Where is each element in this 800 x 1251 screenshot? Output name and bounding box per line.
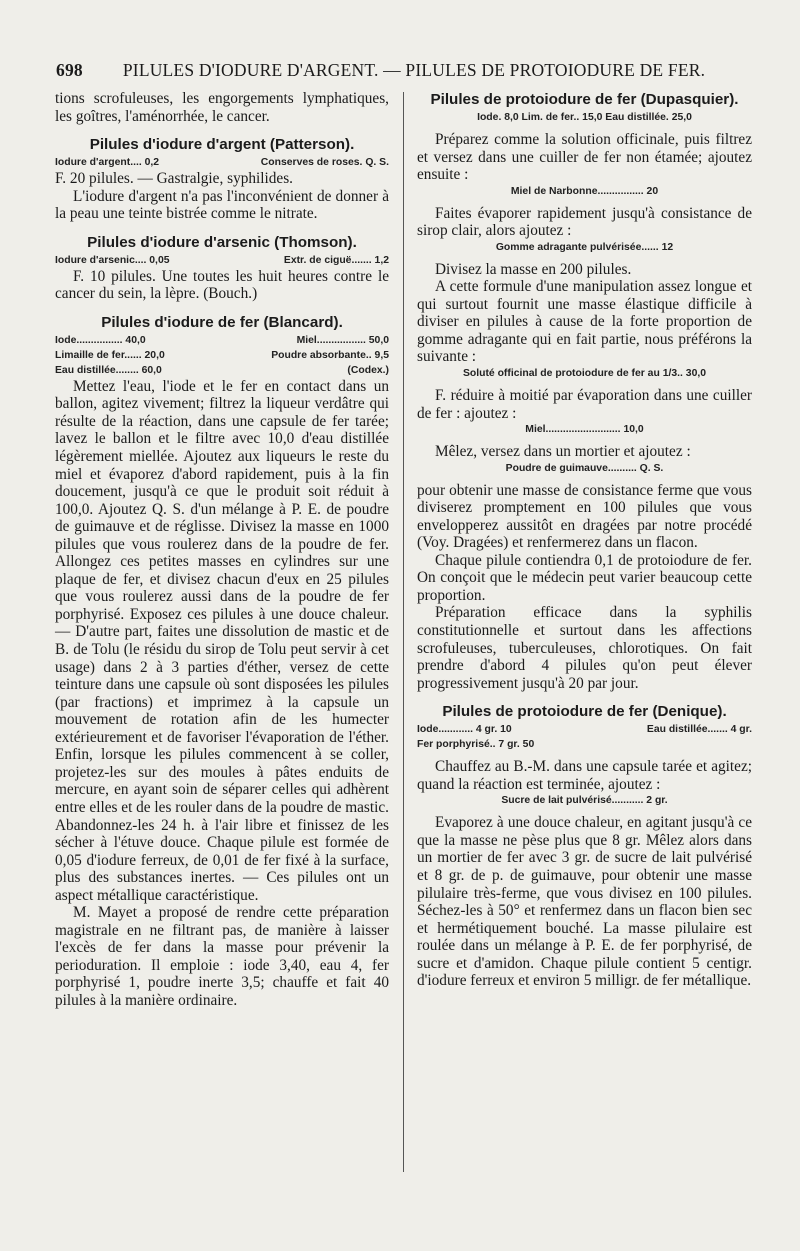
blancard-paragraph: Mettez l'eau, l'iode et le fer en contact dans un ballon, agitez vivement; filtrez la liqueur verdâtre qui résulte de la réaction, dans une capsule de fer tarée; lavez le ballon et le filtre avec 10,0 d'eau distillée légèrement miellée. Ajoutez aux liqueurs le reste du miel et évaporez d'abord rapidement, puis à la fin doucement, jusqu'à ce que le produit soit réduit à 100,0. Ajoutez Q. S. d'un mélange à P. E. de poudre de guimauve et de réglisse. Divisez la masse en 1000 pilules que vous roulerez dans de la poudre de fer. Allongez ces petites masses en cylindres sur une plaque de fer, et divisez chacun d'eux en 25 pilules que vous roulerez aussi dans de la poudre de fer porphyrisé. Exposez ces pilules à une douce chaleur. — D'autre part, faites une dissolution de mastic et de B. de Tolu (le résidu du sirop de Tolu peut servir à cet usage) dans 2 à 3 parties d'éther, versez de cette teinture dans une capsule où sont disposées les pilules (par fractions) et imprimez à la capsule un mouvement de rotation afin de les humecter extérieurement et de favoriser l'évaporation de l'éther. Enfin, lorsque les pilules commencent à se coller, projetez-les sur des moules à pâtes enduits de mercure, en ayant soin de séparer celles qui adhèrent entre elles et de les rouler dans de la poudre de mastic. Abandonnez-les 24 h. à l'air libre et finissez de les sécher à l'étuve douce. Chaque pilule est formée de 0,05 d'iodure ferreux, de 0,01 de fer fixé à la surface, plus des substances inertes. — Ces pilules ont un aspect métallique caractéristique. xyxy=(55,377,389,904)
dupasquier-paragraph: Faites évaporer rapidement jusqu'à consistance de sirop clair, alors ajoutez : xyxy=(417,204,752,240)
column-divider xyxy=(403,92,404,1172)
formula-item: Iode................ 40,0 xyxy=(55,334,146,346)
thomson-paragraph: F. 10 pilules. Une toutes les huit heures contre le cancer du sein, la lèpre. (Bouch.) xyxy=(55,267,389,303)
denique-paragraph: Chauffez au B.-M. dans une capsule tarée et agitez; quand la réaction est terminée, ajoutez : xyxy=(417,758,752,793)
formula-item: Limaille de fer...... 20,0 xyxy=(55,349,165,361)
formula-item: Gomme adragante pulvérisée...... 12 xyxy=(495,241,674,253)
blancard-formula xyxy=(55,333,389,378)
formula-item: Conserves de roses. Q. S. xyxy=(260,157,389,169)
thomson-formula xyxy=(55,253,389,268)
formula-item: (Codex.) xyxy=(347,364,389,376)
formula-item xyxy=(585,737,753,752)
formula-row xyxy=(417,722,752,737)
dupasquier-paragraph: Mêlez, versez dans un mortier et ajoutez : xyxy=(435,443,691,461)
dupasquier-heading: Pilules de protoiodure de fer (Dupasquier). xyxy=(430,91,739,108)
formula-item: Miel.......................... 10,0 xyxy=(525,424,644,436)
dupasquier-paragraph: pour obtenir une masse de consistance ferme que vous diviserez promptement en 100 pilules que vous envelopperez aussitôt en dragées par notre procédé (Voy. Dragées) et renfermerez dans un flacon. xyxy=(417,481,752,552)
dupasquier-paragraph: Préparez comme la solution officinale, puis filtrez et versez dans une cuiller de fer non étamée; ajoutez ensuite : xyxy=(417,131,752,184)
formula-item: Miel de Narbonne................ 20 xyxy=(510,185,659,197)
formula-item: Miel................. 50,0 xyxy=(296,334,389,346)
page-header-title: PILULES D'IODURE D'ARGENT. — PILULES DE PROTOIODURE DE FER. xyxy=(122,60,706,80)
formula-item: Extr. de ciguë....... 1,2 xyxy=(283,254,389,266)
formula-item: Poudre absorbante.. 9,5 xyxy=(271,349,389,361)
formula-row xyxy=(55,363,389,378)
formula-item: Soluté officinal de protoiodure de fer au 1/3.. 30,0 xyxy=(462,368,707,380)
denique-heading: Pilules de protoiodure de fer (Denique). xyxy=(442,703,727,721)
patterson-paragraph: F. 20 pilules. — Gastralgie, syphilides. xyxy=(55,170,293,188)
formula-item: Eau distillée........ 60,0 xyxy=(55,364,162,376)
dupasquier-paragraph: Divisez la masse en 200 pilules. xyxy=(435,260,632,278)
dupasquier-paragraph: Chaque pilule contiendra 0,1 de protoiodure de fer. On conçoit que le médecin peut varier beaucoup cette proportion. xyxy=(417,551,752,604)
dupasquier-paragraph: A cette formule d'une manipulation assez longue et qui surtout fournit une masse élastique difficile à diviser en pilules à cause de la forte proportion de gomme adragante qui en fait partie, nous préférons la suivante : xyxy=(417,278,752,366)
intro-paragraph: tions scrofuleuses, les engorgements lymphatiques, les goîtres, l'aménorrhée, le cancer. xyxy=(55,90,389,125)
formula-item: Eau distillée....... 4 gr. xyxy=(646,724,752,736)
formula-item: Iode............ 4 gr. 10 xyxy=(417,724,512,736)
running-head xyxy=(56,60,750,81)
dupasquier-paragraph: F. réduire à moitié par évaporation dans une cuiller de fer : ajoutez : xyxy=(417,387,752,422)
blancard-heading: Pilules d'iodure de fer (Blancard). xyxy=(101,313,343,331)
denique-formula xyxy=(417,722,752,752)
thomson-heading: Pilules d'iodure d'arsenic (Thomson). xyxy=(87,233,357,251)
patterson-paragraph: L'iodure d'argent n'a pas l'inconvénient de donner à la peau une teinte bistrée comme le nitrate. xyxy=(55,187,389,223)
patterson-heading: Pilules d'iodure d'argent (Patterson). xyxy=(89,136,355,154)
formula-row xyxy=(417,737,752,752)
left-column xyxy=(55,90,389,1010)
denique-paragraph: Evaporez à une douce chaleur, en agitant jusqu'à ce que la masse ne pèse plus que 8 gr. Mêlez alors dans un mortier de fer avec 3 gr. de sucre de lait pulvérisé et 8 gr. de p. de guimauve, pour obtenir une masse pilulaire très-ferme, que vous divisez en 100 pilules. Séchez-les à 50° et renfermez dans un flacon bien sec et hermétiquement bouché. La masse pilulaire est roulée dans un mélange à P. E. de fer porphyrisé, de sucre et d'amidon. Chaque pilule contient 5 centigr. d'iodure ferreux et environ 5 milligr. de fer métallique. xyxy=(417,814,752,990)
dupasquier-formula: Iode. 8,0 Lim. de fer.. 15,0 Eau distillée. 25,0 xyxy=(477,112,692,123)
formula-item: Poudre de guimauve.......... Q. S. xyxy=(505,462,664,474)
right-column xyxy=(417,90,752,990)
formula-item: Fer porphyrisé.. 7 gr. 50 xyxy=(417,739,535,751)
mayet-paragraph: M. Mayet a proposé de rendre cette préparation magistrale en ne filtrant pas, de manière à laisser l'excès de fer dans la masse pour prévenir la perioduration. Il emploie : iode 3,40, eau 4, fer porphyrisé 1, poudre inerte 3,5; chauffe et fait 40 pilules à la manière ordinaire. xyxy=(55,904,389,1009)
dupasquier-paragraph: Préparation efficace dans la syphilis constitutionnelle et surtout dans les affections scrofuleuses, tuberculeuses, chlorotiques. On fait prendre d'abord 4 pilules qu'on peut élever progressivement jusqu'à 20 par jour. xyxy=(417,604,752,692)
page-number: 698 xyxy=(56,60,83,80)
patterson-formula xyxy=(55,155,389,170)
formula-item: Sucre de lait pulvérisé........... 2 gr. xyxy=(501,795,668,807)
formula-item: Iodure d'arsenic.... 0,05 xyxy=(55,254,170,266)
formula-row xyxy=(55,333,389,348)
formula-row xyxy=(55,348,389,363)
formula-item: Iodure d'argent.... 0,2 xyxy=(55,157,160,169)
